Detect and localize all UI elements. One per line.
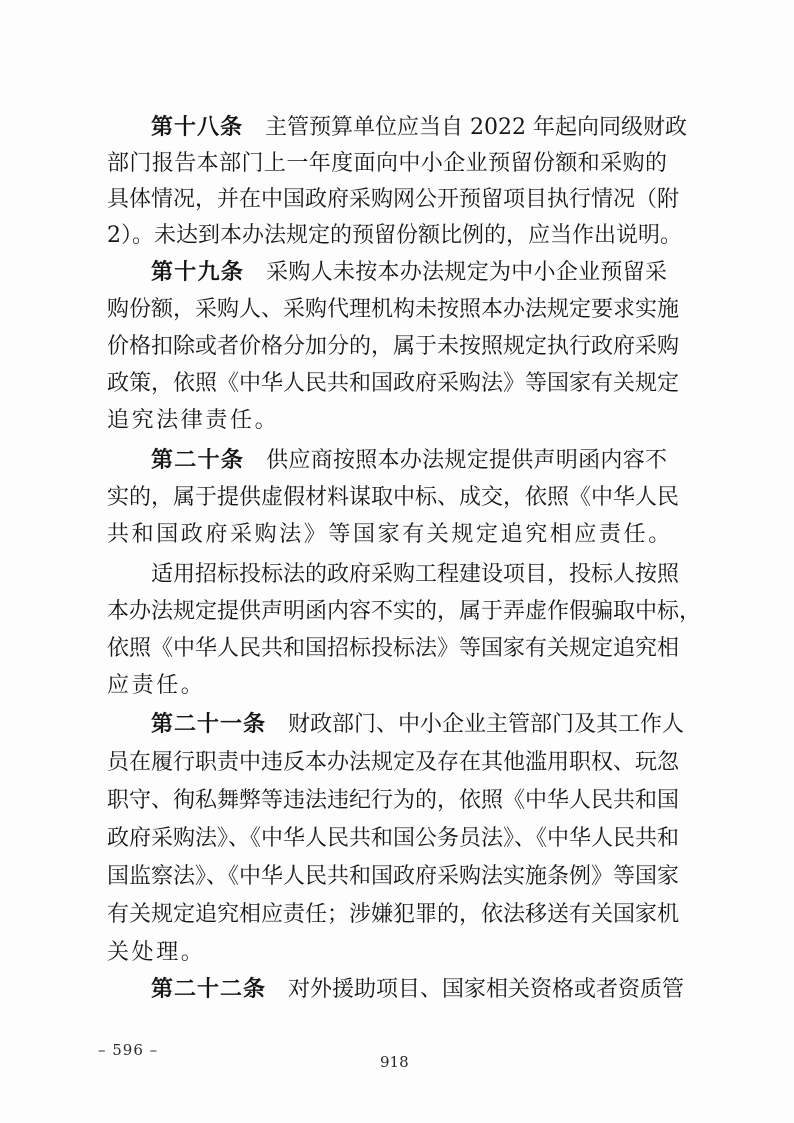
article-20-line-3: 共和国政府采购法》等国家有关规定追究相应责任。 xyxy=(107,522,673,547)
article-19-line-5: 追究法律责任。 xyxy=(107,408,280,433)
article-20-line-2: 实的，属于提供虚假材料谋取中标、成交，依照《中华人民 xyxy=(107,485,680,510)
article-19-line-2: 购份额，采购人、采购代理机构未按照本办法规定要求实施 xyxy=(107,297,680,322)
article-21-line-3: 职守、徇私舞弊等违法违纪行为的，依照《中华人民共和国 xyxy=(107,788,680,813)
article-21-line-4: 政府采购法》、《中华人民共和国公务员法》、《中华人民共和 xyxy=(107,826,680,851)
article-21-line-6: 有关规定追究相应责任；涉嫌犯罪的，依法移送有关国家机 xyxy=(107,902,680,927)
article-21-line-7: 关处理。 xyxy=(107,940,206,965)
article-19-line-4: 政策，依照《中华人民共和国政府采购法》等国家有关规定 xyxy=(107,371,680,396)
article-21-line-1 xyxy=(151,707,685,743)
article-text: 主管预算单位应当自 2022 年起向同级财政 xyxy=(265,115,687,140)
article-21-line-5: 国监察法》、《中华人民共和国政府采购法实施条例》等国家 xyxy=(107,864,680,889)
article-20-title: 第二十条 xyxy=(151,448,245,473)
paragraph-line-2: 本办法规定提供声明函内容不实的，属于弄虚作假骗取中标， xyxy=(107,599,702,624)
article-text: 采购人未按本办法规定为中小企业预留采 xyxy=(266,260,667,285)
article-21-line-2: 员在履行职责中违反本办法规定及存在其他滥用职权、玩忽 xyxy=(107,750,680,775)
article-18-title: 第十八条 xyxy=(151,115,244,140)
page-label: – 596 – xyxy=(98,1041,159,1059)
paragraph-line-1: 适用招标投标法的政府采购工程建设项目，投标人按照 xyxy=(151,562,680,587)
article-19-line-3: 价格扣除或者价格分加分的，属于未按照规定执行政府采购 xyxy=(107,334,680,359)
article-22-title: 第二十二条 xyxy=(151,977,267,1002)
article-18-line-3: 具体情况，并在中国政府采购网公开预留项目执行情况（附 xyxy=(107,187,680,212)
article-22-line-1 xyxy=(151,972,685,1008)
article-18-line-2: 部门报告本部门上一年度面向中小企业预留份额和采购的 xyxy=(107,151,667,176)
article-18-line-4: 2）。未达到本办法规定的预留份额比例的，应当作出说明。 xyxy=(107,223,682,248)
article-19-line-1 xyxy=(151,255,667,291)
article-21-title: 第二十一条 xyxy=(151,712,267,737)
article-text: 财政部门、中小企业主管部门及其工作人 xyxy=(288,712,685,737)
page-number: 918 xyxy=(380,1053,409,1071)
article-text: 对外援助项目、国家相关资格或者资质管 xyxy=(288,977,685,1002)
paragraph-line-3: 依照《中华人民共和国招标投标法》等国家有关规定追究相 xyxy=(107,636,680,661)
article-20-line-1 xyxy=(151,443,667,479)
article-19-title: 第十九条 xyxy=(151,260,245,285)
paragraph-line-4: 应责任。 xyxy=(107,673,206,698)
article-18-line-1 xyxy=(151,110,687,146)
article-text: 供应商按照本办法规定提供声明函内容不 xyxy=(266,448,667,473)
